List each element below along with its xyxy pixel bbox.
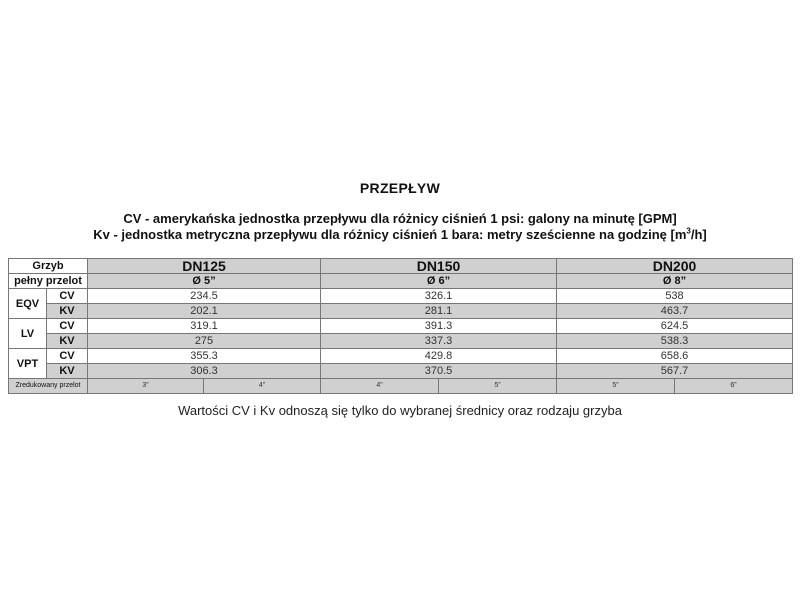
value-cell: 306.3 xyxy=(88,364,321,379)
table-row xyxy=(9,364,793,379)
cv-label: CV xyxy=(47,289,88,304)
kv-label: KV xyxy=(47,364,88,379)
value-cell: 538.3 xyxy=(557,334,793,349)
type-label-lv: LV xyxy=(9,319,47,349)
diameter-dn150: Ø 6” xyxy=(321,274,557,289)
type-label-vpt: VPT xyxy=(9,349,47,379)
value-cell: 337.3 xyxy=(321,334,557,349)
value-cell: 275 xyxy=(88,334,321,349)
reduced-value: 4” xyxy=(321,379,439,394)
table-row xyxy=(9,304,793,319)
type-label-eqv: EQV xyxy=(9,289,47,319)
value-cell: 326.1 xyxy=(321,289,557,304)
value-cell: 538 xyxy=(557,289,793,304)
value-cell: 567.7 xyxy=(557,364,793,379)
kv-label: KV xyxy=(47,304,88,319)
value-cell: 624.5 xyxy=(557,319,793,334)
value-cell: 429.8 xyxy=(321,349,557,364)
reduced-label: Zredukowany przelot xyxy=(9,379,88,394)
subtitle-kv-unit: /h] xyxy=(690,227,707,242)
reduced-row xyxy=(9,379,793,394)
value-cell: 234.5 xyxy=(88,289,321,304)
header-row-diameter xyxy=(9,274,793,289)
corner-header-bottom: pełny przelot xyxy=(9,274,88,289)
table-row xyxy=(9,289,793,304)
value-cell: 202.1 xyxy=(88,304,321,319)
reduced-value: 5” xyxy=(557,379,675,394)
diameter-dn200: Ø 8” xyxy=(557,274,793,289)
reduced-value: 6” xyxy=(675,379,793,394)
reduced-value: 4” xyxy=(204,379,321,394)
value-cell: 319.1 xyxy=(88,319,321,334)
table-row xyxy=(9,349,793,364)
flow-table xyxy=(8,258,793,394)
subtitle-kv-exponent: 3 xyxy=(686,226,691,236)
cv-label: CV xyxy=(47,319,88,334)
reduced-value: 5” xyxy=(439,379,557,394)
value-cell: 658.6 xyxy=(557,349,793,364)
page-title: PRZEPŁYW xyxy=(359,180,441,196)
table-row xyxy=(9,334,793,349)
subtitle-kv-text: Kv - jednostka metryczna przepływu dla różnicy ciśnień 1 bara: metry sześcienne na godzinę [m xyxy=(93,227,687,242)
dn125-header: DN125 xyxy=(88,259,321,274)
diameter-dn125: Ø 5” xyxy=(88,274,321,289)
subtitle-kv xyxy=(0,227,800,243)
value-cell: 370.5 xyxy=(321,364,557,379)
table-row xyxy=(9,319,793,334)
dn200-header: DN200 xyxy=(557,259,793,274)
subtitle-cv: CV - amerykańska jednostka przepływu dla różnicy ciśnień 1 psi: galony na minutę [GPM] xyxy=(123,211,677,226)
value-cell: 463.7 xyxy=(557,304,793,319)
value-cell: 355.3 xyxy=(88,349,321,364)
value-cell: 281.1 xyxy=(321,304,557,319)
footnote: Wartości CV i Kv odnoszą się tylko do wybranej średnicy oraz rodzaju grzyba xyxy=(178,403,622,418)
header-row-dn xyxy=(9,259,793,274)
dn150-header: DN150 xyxy=(321,259,557,274)
value-cell: 391.3 xyxy=(321,319,557,334)
cv-label: CV xyxy=(47,349,88,364)
kv-label: KV xyxy=(47,334,88,349)
reduced-value: 3” xyxy=(88,379,204,394)
corner-header-top: Grzyb xyxy=(9,259,88,274)
